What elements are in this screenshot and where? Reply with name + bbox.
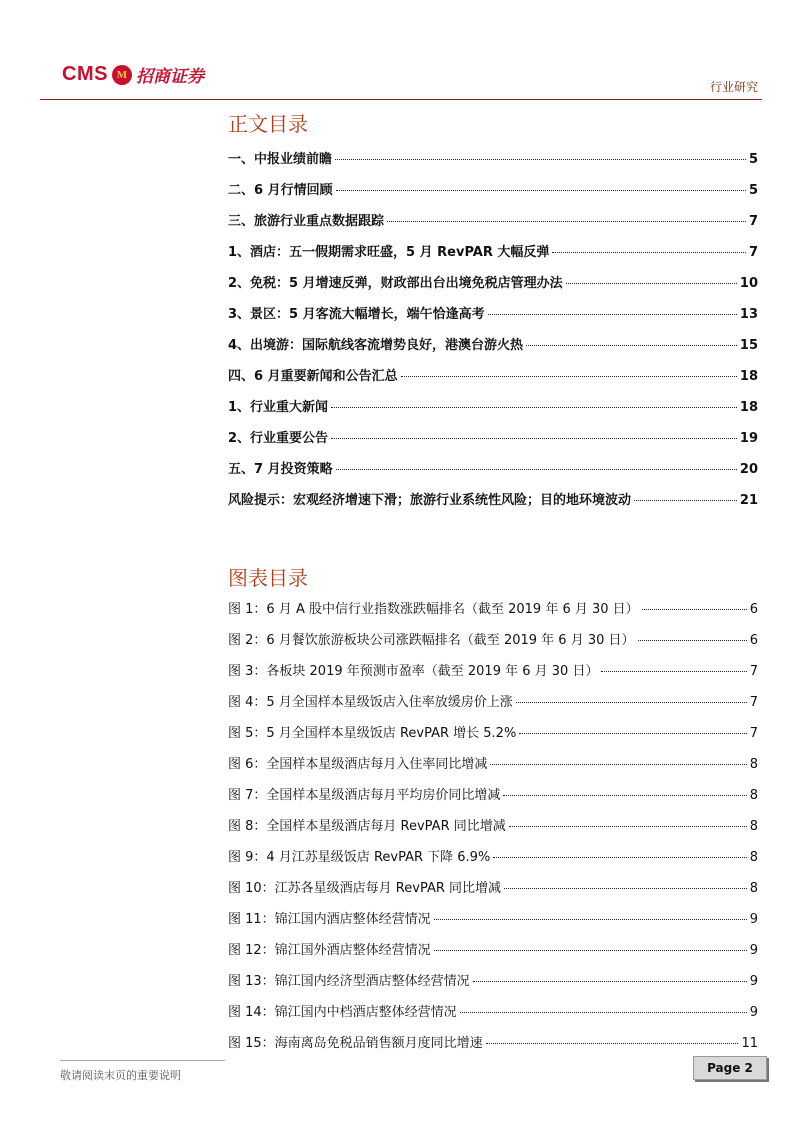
toc-entry[interactable] (228, 629, 758, 660)
toc-entry-title: 一、中报业绩前瞻 (228, 152, 333, 167)
toc-entry-page: 7 (749, 726, 758, 741)
toc-leader-dots (336, 190, 746, 191)
toc-leader-dots (331, 438, 737, 439)
toc-entry-title: 图 2：6 月餐饮旅游板块公司涨跌幅排名（截至 2019 年 6 月 30 日） (228, 633, 635, 648)
toc-entry-page: 9 (749, 943, 758, 958)
toc-entry[interactable] (228, 427, 758, 458)
toc-entry-title: 图 4：5 月全国样本星级饭店入住率放缓房价上涨 (228, 695, 513, 710)
toc-entry[interactable] (228, 877, 758, 908)
toc-entry-title: 图 10：江苏各星级酒店每月 RevPAR 同比增减 (228, 881, 502, 896)
toc-leader-dots (552, 252, 746, 253)
toc-figures-list (228, 598, 758, 1063)
page-header (0, 0, 802, 110)
toc-entry[interactable] (228, 365, 758, 396)
toc-entry-title: 风险提示：宏观经济增速下滑；旅游行业系统性风险；目的地环境波动 (228, 493, 632, 508)
toc-leader-dots (486, 1043, 739, 1044)
toc-leader-dots (493, 857, 746, 858)
toc-entry[interactable] (228, 179, 758, 210)
toc-entry-title: 图 15：海南离岛免税品销售额月度同比增速 (228, 1036, 483, 1051)
toc-entry-title: 三、旅游行业重点数据跟踪 (228, 214, 385, 229)
toc-entry-title: 二、6 月行情回顾 (228, 183, 333, 198)
toc-entry-title: 3、景区：5 月客流大幅增长，端午恰逢高考 (228, 307, 485, 322)
toc-entry-title: 五、7 月投资策略 (228, 462, 333, 477)
toc-entry-page: 11 (741, 1036, 758, 1051)
toc-entry-title: 图 6：全国样本星级酒店每月入住率同比增减 (228, 757, 488, 772)
toc-entry-page: 7 (749, 695, 758, 710)
toc-leader-dots (509, 826, 747, 827)
toc-main-title: 正文目录 (228, 112, 308, 136)
toc-leader-dots (488, 314, 737, 315)
toc-leader-dots (331, 407, 737, 408)
toc-entry-page: 5 (748, 183, 758, 198)
toc-entry-page: 19 (739, 431, 758, 446)
logo-chinese-text: 招商证券 (135, 67, 204, 87)
toc-main-list (228, 148, 758, 520)
toc-leader-dots (473, 981, 747, 982)
toc-entry-page: 8 (749, 850, 758, 865)
toc-entry[interactable] (228, 148, 758, 179)
toc-entry[interactable] (228, 396, 758, 427)
cms-logo (62, 62, 204, 87)
header-divider (40, 99, 762, 100)
toc-leader-dots (490, 764, 746, 765)
toc-entry[interactable] (228, 970, 758, 1001)
toc-entry-page: 10 (739, 276, 758, 291)
toc-entry-page: 8 (749, 788, 758, 803)
toc-leader-dots (519, 733, 746, 734)
toc-entry-page: 9 (749, 974, 758, 989)
toc-entry-page: 21 (739, 493, 758, 508)
footer-disclaimer: 敬请阅读末页的重要说明 (60, 1060, 225, 1075)
toc-leader-dots (503, 795, 746, 796)
toc-entry-page: 7 (748, 245, 758, 260)
toc-entry-title: 图 1：6 月 A 股中信行业指数涨跌幅排名（截至 2019 年 6 月 30 日） (228, 602, 639, 617)
toc-entry-page: 9 (749, 912, 758, 927)
toc-figures-title: 图表目录 (228, 566, 308, 590)
toc-entry-title: 图 5：5 月全国样本星级饭店 RevPAR 增长 5.2% (228, 726, 517, 741)
toc-entry[interactable] (228, 815, 758, 846)
toc-leader-dots (634, 500, 737, 501)
toc-entry-page: 8 (749, 819, 758, 834)
toc-entry[interactable] (228, 210, 758, 241)
toc-entry-page: 13 (739, 307, 758, 322)
toc-entry-page: 5 (748, 152, 758, 167)
toc-entry-title: 4、出境游：国际航线客流增势良好，港澳台游火热 (228, 338, 524, 353)
toc-entry-page: 18 (739, 400, 758, 415)
toc-leader-dots (642, 609, 747, 610)
toc-leader-dots (434, 950, 747, 951)
toc-entry-page: 6 (749, 602, 758, 617)
toc-entry[interactable] (228, 241, 758, 272)
toc-entry[interactable] (228, 660, 758, 691)
toc-entry-page: 6 (749, 633, 758, 648)
toc-entry-page: 15 (739, 338, 758, 353)
toc-entry[interactable] (228, 784, 758, 815)
toc-leader-dots (504, 888, 747, 889)
toc-leader-dots (638, 640, 747, 641)
toc-entry[interactable] (228, 939, 758, 970)
toc-leader-dots (601, 671, 746, 672)
toc-leader-dots (401, 376, 737, 377)
toc-entry[interactable] (228, 722, 758, 753)
logo-latin-text: CMS (62, 63, 108, 85)
toc-leader-dots (526, 345, 737, 346)
toc-entry-title: 1、行业重大新闻 (228, 400, 329, 415)
toc-entry-title: 图 3：各板块 2019 年预测市盈率（截至 2019 年 6 月 30 日） (228, 664, 599, 679)
toc-leader-dots (335, 159, 746, 160)
page-number-badge: Page 2 (693, 1056, 767, 1080)
toc-entry[interactable] (228, 458, 758, 489)
toc-entry-page: 8 (749, 757, 758, 772)
toc-entry[interactable] (228, 908, 758, 939)
toc-entry[interactable] (228, 846, 758, 877)
toc-entry-title: 图 8：全国样本星级酒店每月 RevPAR 同比增减 (228, 819, 506, 834)
toc-entry-title: 图 9：4 月江苏星级饭店 RevPAR 下降 6.9% (228, 850, 491, 865)
toc-leader-dots (434, 919, 747, 920)
toc-entry-page: 7 (748, 214, 758, 229)
toc-leader-dots (460, 1012, 747, 1013)
toc-entry-page: 20 (739, 462, 758, 477)
section-tag: 行业研究 (709, 80, 758, 94)
toc-leader-dots (516, 702, 747, 703)
toc-entry-page: 8 (749, 881, 758, 896)
toc-leader-dots (566, 283, 737, 284)
toc-entry[interactable] (228, 334, 758, 365)
toc-entry[interactable] (228, 489, 758, 520)
toc-entry[interactable] (228, 1032, 758, 1063)
toc-leader-dots (336, 469, 737, 470)
toc-entry[interactable] (228, 598, 758, 629)
toc-entry-title: 图 7：全国样本星级酒店每月平均房价同比增减 (228, 788, 501, 803)
toc-entry-page: 7 (749, 664, 758, 679)
logo-emblem-icon: M (112, 65, 132, 85)
toc-entry-title: 2、免税：5 月增速反弹，财政部出台出境免税店管理办法 (228, 276, 563, 291)
toc-entry[interactable] (228, 1001, 758, 1032)
toc-entry-page: 9 (749, 1005, 758, 1020)
toc-entry[interactable] (228, 303, 758, 334)
toc-entry-page: 18 (739, 369, 758, 384)
toc-entry-title: 2、行业重要公告 (228, 431, 329, 446)
toc-leader-dots (387, 221, 746, 222)
toc-entry-title: 1、酒店：五一假期需求旺盛，5 月 RevPAR 大幅反弹 (228, 245, 550, 260)
toc-entry[interactable] (228, 272, 758, 303)
toc-entry[interactable] (228, 691, 758, 722)
toc-entry-title: 四、6 月重要新闻和公告汇总 (228, 369, 398, 384)
toc-entry-title: 图 11：锦江国内酒店整体经营情况 (228, 912, 431, 927)
toc-entry[interactable] (228, 753, 758, 784)
toc-entry-title: 图 14：锦江国内中档酒店整体经营情况 (228, 1005, 457, 1020)
toc-entry-title: 图 12：锦江国外酒店整体经营情况 (228, 943, 431, 958)
toc-entry-title: 图 13：锦江国内经济型酒店整体经营情况 (228, 974, 470, 989)
